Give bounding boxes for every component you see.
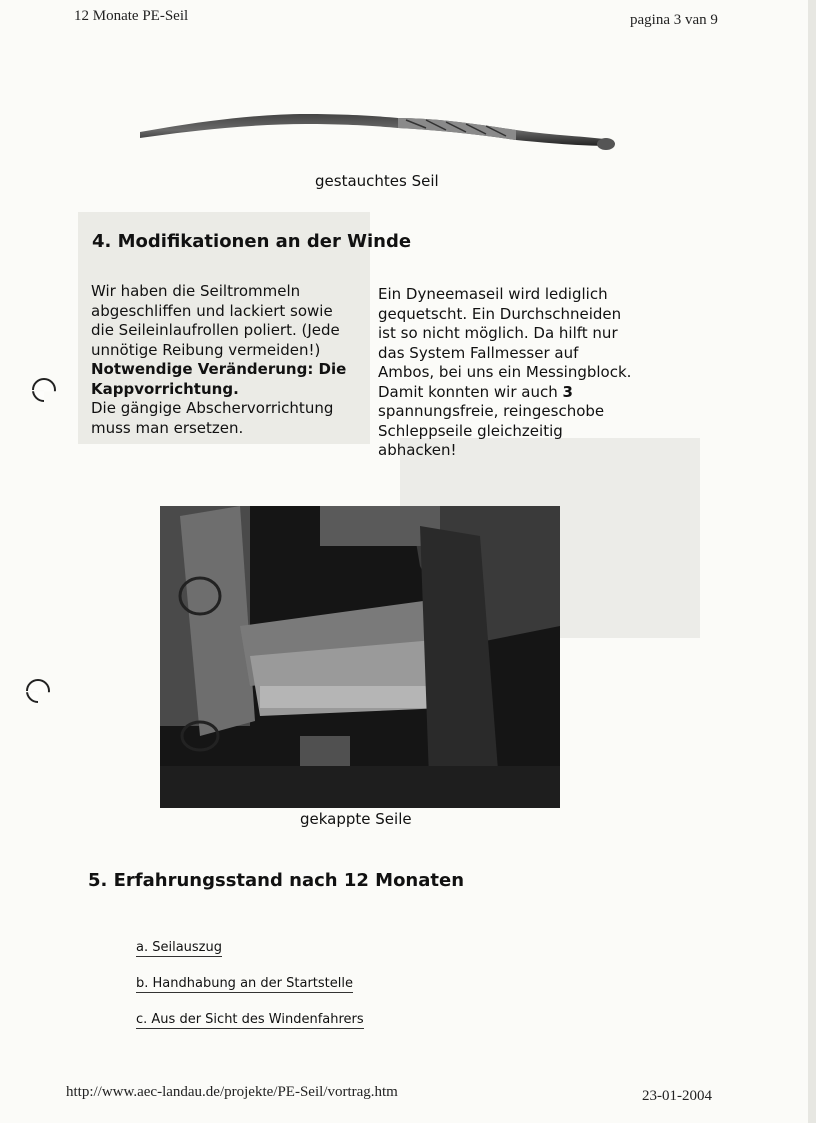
shear-device-text: Die gängige Abschervorrichtung muss man ersetzen. bbox=[91, 399, 334, 437]
dyneema-text-a: Ein Dyneemaseil wird lediglich gequetscht. Ein Durchschneiden ist so nicht möglich. Da hilft nur das System Fallmesser auf Ambos, bei uns ein Messingblock. Damit konnten wir auch bbox=[378, 285, 632, 401]
rope-caption: gestauchtes Seil bbox=[315, 172, 439, 190]
header-page-number: pagina 3 van 9 bbox=[630, 12, 718, 28]
left-column-text bbox=[91, 282, 351, 438]
photo-caption: gekappte Seile bbox=[300, 810, 412, 828]
toc-item-windenfahrer[interactable]: c. Aus der Sicht des Windenfahrers bbox=[136, 1012, 364, 1027]
binder-hole-icon bbox=[32, 378, 56, 402]
binder-hole-icon bbox=[26, 679, 50, 703]
dyneema-text bbox=[378, 285, 636, 461]
header-title: 12 Monate PE-Seil bbox=[74, 8, 189, 24]
footer-url[interactable]: http://www.aec-landau.de/projekte/PE-Seil/vortrag.htm bbox=[66, 1084, 398, 1100]
section-4-heading: 4. Modifikationen an der Winde bbox=[92, 231, 412, 252]
rope-count: 3 bbox=[562, 382, 573, 401]
toc-item-seilauszug[interactable]: a. Seilauszug bbox=[136, 940, 222, 955]
cut-ropes-photo bbox=[160, 506, 560, 808]
dyneema-text-b: spannungsfreie, reingeschobe Schleppseile gleichzeitig abhacken! bbox=[378, 402, 605, 459]
winch-modification-text: Wir haben die Seiltrommeln abgeschliffen und lackiert sowie die Seileinlaufrollen poliert. (Jede unnötige Reibung vermeiden!) bbox=[91, 282, 340, 359]
right-column-text bbox=[378, 285, 636, 461]
compressed-rope-image bbox=[136, 104, 618, 156]
required-change-text: Notwendige Veränderung: Die Kappvorrichtung. bbox=[91, 360, 347, 398]
section-5-heading: 5. Erfahrungsstand nach 12 Monaten bbox=[88, 870, 465, 891]
page-edge bbox=[808, 0, 816, 1123]
footer-date: 23-01-2004 bbox=[642, 1088, 712, 1104]
toc-item-handhabung[interactable]: b. Handhabung an der Startstelle bbox=[136, 976, 353, 991]
